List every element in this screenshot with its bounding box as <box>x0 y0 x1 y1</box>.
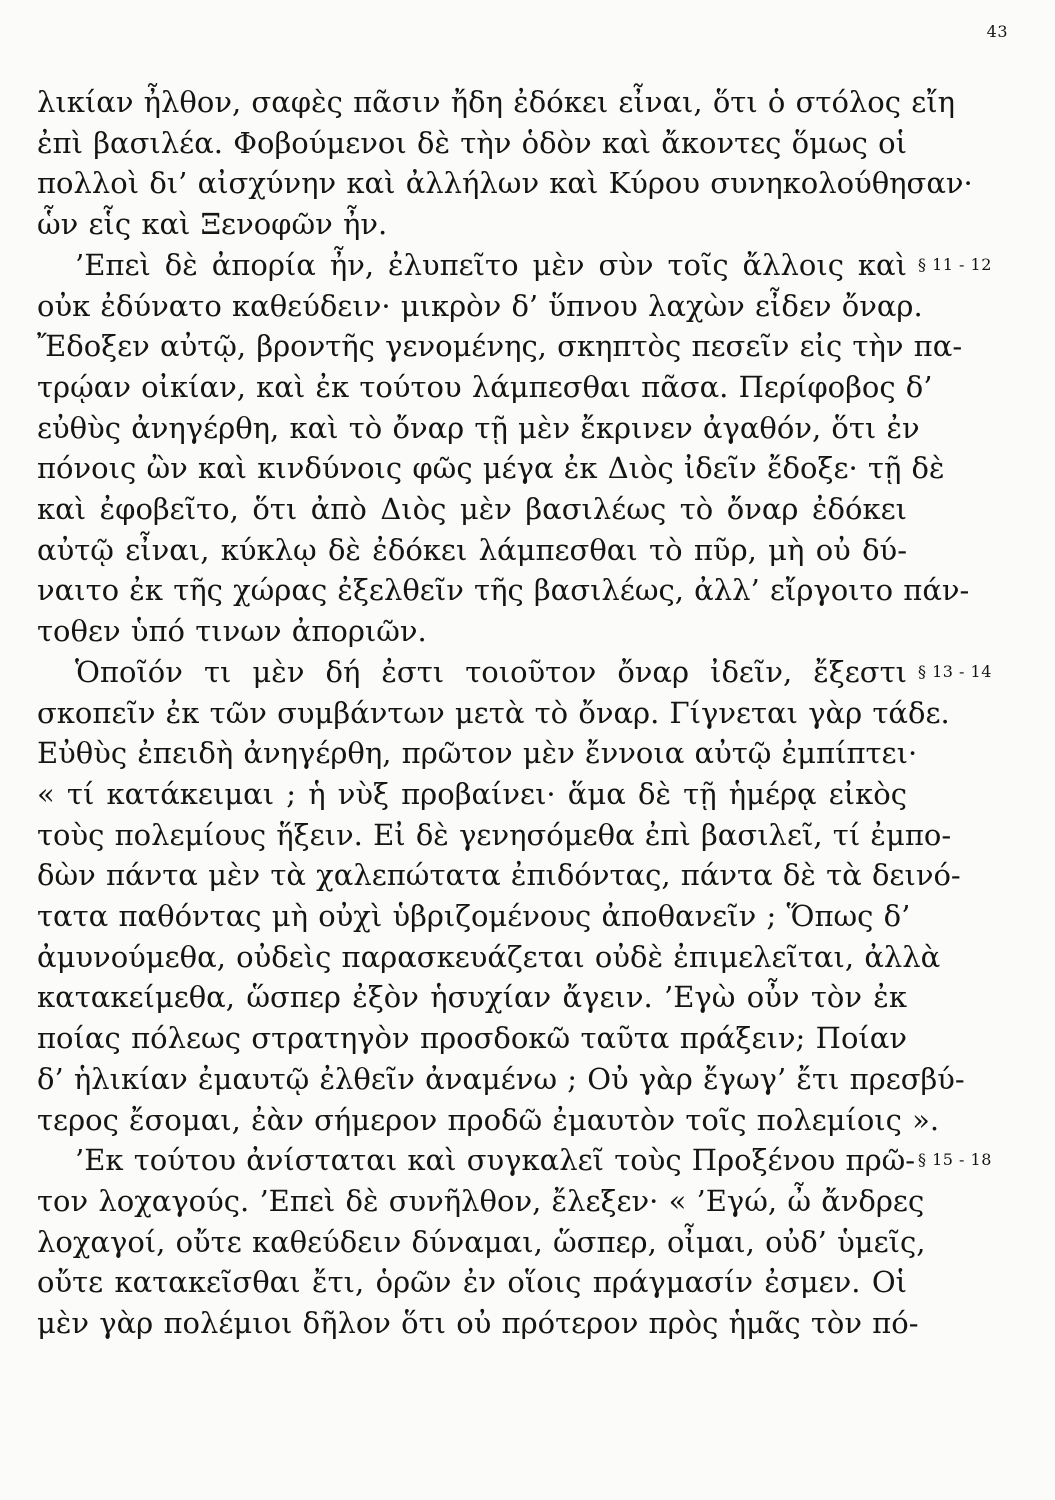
text-line: τον λοχαγούς. ’Επεὶ δὲ συνῆλθον, ἔλεξεν· « ’Εγώ, ὦ ἄνδρες <box>37 1183 925 1218</box>
text-line: δ’ ἡλικίαν ἐμαυτῷ ἐλθεῖν ἀναμένω ; Οὐ γὰρ ἔγωγ’ ἔτι πρεσβύ- <box>37 1061 965 1096</box>
text-line: αὐτῷ εἶναι, κύκλῳ δὲ ἐδόκει λάμπεσθαι τὸ πῦρ, μὴ οὐ δύ- <box>37 532 907 567</box>
text-line: λικίαν ἦλθον, σαφὲς πᾶσιν ἤδη ἐδόκει εἶναι, ὅτι ὁ στόλος εἴη <box>37 85 955 119</box>
text-line: ἀμυνούμεθα, οὐδεὶς παρασκευάζεται οὐδὲ ἐπιμελεῖται, ἀλλὰ <box>37 939 941 974</box>
text-line: ’Επεὶ δὲ ἀπορία ἦν, ἐλυπεῖτο μὲν σὺν τοῖς ἄλλοις καὶ <box>75 247 907 282</box>
page-number: 43 <box>986 22 1008 41</box>
text-line: κατακείμεθα, ὥσπερ ἐξὸν ἡσυχίαν ἄγειν. ’Εγὼ οὖν τὸν ἐκ <box>37 980 907 1015</box>
text-line: Ὁποῖόν τι μὲν δή ἐστι τοιοῦτον ὄναρ ἰδεῖν, ἔξεστι <box>75 654 907 689</box>
section-reference: § 15 - 18 <box>918 1150 992 1170</box>
text-line: ποίας πόλεως στρατηγὸν προσδοκῶ ταῦτα πράξειν; Ποίαν <box>37 1021 907 1056</box>
text-line: ὧν εἷς καὶ Ξενοφῶν ἦν. <box>37 207 388 242</box>
section-reference: § 13 - 14 <box>918 661 992 681</box>
text-line: καὶ ἐφοβεῖτο, ὅτι ἀπὸ Διὸς μὲν βασιλέως τὸ ὄναρ ἐδόκει <box>37 492 907 526</box>
text-line: « τί κατάκειμαι ; ἡ νὺξ προβαίνει· ἅμα δὲ τῇ ἡμέρᾳ εἰκὸς <box>37 776 907 811</box>
text-line: οὐκ ἐδύνατο καθεύδειν· μικρὸν δ’ ὕπνου λαχὼν εἶδεν ὄναρ. <box>37 288 923 323</box>
text-line: εὐθὺς ἀνηγέρθη, καὶ τὸ ὄναρ τῇ μὲν ἔκρινεν ἀγαθόν, ὅτι ἐν <box>37 410 920 445</box>
text-line: σκοπεῖν ἐκ τῶν συμβάντων μετὰ τὸ ὄναρ. Γίγνεται γὰρ τάδε. <box>37 695 950 730</box>
text-line: οὔτε κατακεῖσθαι ἔτι, ὁρῶν ἐν οἵοις πράγμασίν ἐσμεν. Οἱ <box>37 1265 907 1300</box>
text-line: μὲν γὰρ πολέμιοι δῆλον ὅτι οὐ πρότερον πρὸς ἡμᾶς τὸν πό- <box>37 1306 919 1340</box>
text-line: λοχαγοί, οὔτε καθεύδειν δύναμαι, ὥσπερ, οἶμαι, οὐδ’ ὑμεῖς, <box>37 1224 926 1259</box>
text-line: τατα παθόντας μὴ οὐχὶ ὑβριζομένους ἀποθανεῖν ; Ὅπως δ’ <box>37 899 911 933</box>
text-line: Ἔδοξεν αὐτῷ, βροντῆς γενομένης, σκηπτὸς πεσεῖν εἰς τὴν πα- <box>37 329 963 364</box>
section-reference: § 11 - 12 <box>918 254 992 274</box>
text-line: τοὺς πολεμίους ἥξειν. Εἰ δὲ γενησόμεθα ἐπὶ βασιλεῖ, τί ἐμπο- <box>37 817 952 852</box>
text-line: τοθεν ὑπό τινων ἀποριῶν. <box>37 614 427 649</box>
text-line: Εὐθὺς ἐπειδὴ ἀνηγέρθη, πρῶτον μὲν ἔννοια αὐτῷ ἐμπίπτει· <box>37 736 918 771</box>
text-line: πόνοις ὢν καὶ κινδύνοις φῶς μέγα ἐκ Διὸς ἰδεῖν ἔδοξε· τῇ δὲ <box>37 451 945 486</box>
text-line: ’Εκ τούτου ἀνίσταται καὶ συγκαλεῖ τοὺς Προξένου πρῶ- <box>75 1143 916 1178</box>
text-line: τερος ἔσομαι, ἐὰν σήμερον προδῶ ἐμαυτὸν τοῖς πολεμίοις ». <box>37 1102 940 1137</box>
text-line: τρῴαν οἰκίαν, καὶ ἐκ τούτου λάμπεσθαι πᾶσα. Περίφοβος δ’ <box>37 369 933 404</box>
text-line: πολλοὶ δι’ αἰσχύνην καὶ ἀλλήλων καὶ Κύρου συνηκολούθησαν· <box>37 166 973 201</box>
text-line: ναιτο ἐκ τῆς χώρας ἐξελθεῖν τῆς βασιλέως, ἀλλ’ εἴργοιτο πάν- <box>37 573 970 608</box>
text-line: δὼν πάντα μὲν τὰ χαλεπώτατα ἐπιδόντας, πάντα δὲ τὰ δεινό- <box>37 858 961 893</box>
text-line: ἐπὶ βασιλέα. Φοβούμενοι δὲ τὴν ὁδὸν καὶ ἄκοντες ὅμως οἱ <box>37 125 907 160</box>
